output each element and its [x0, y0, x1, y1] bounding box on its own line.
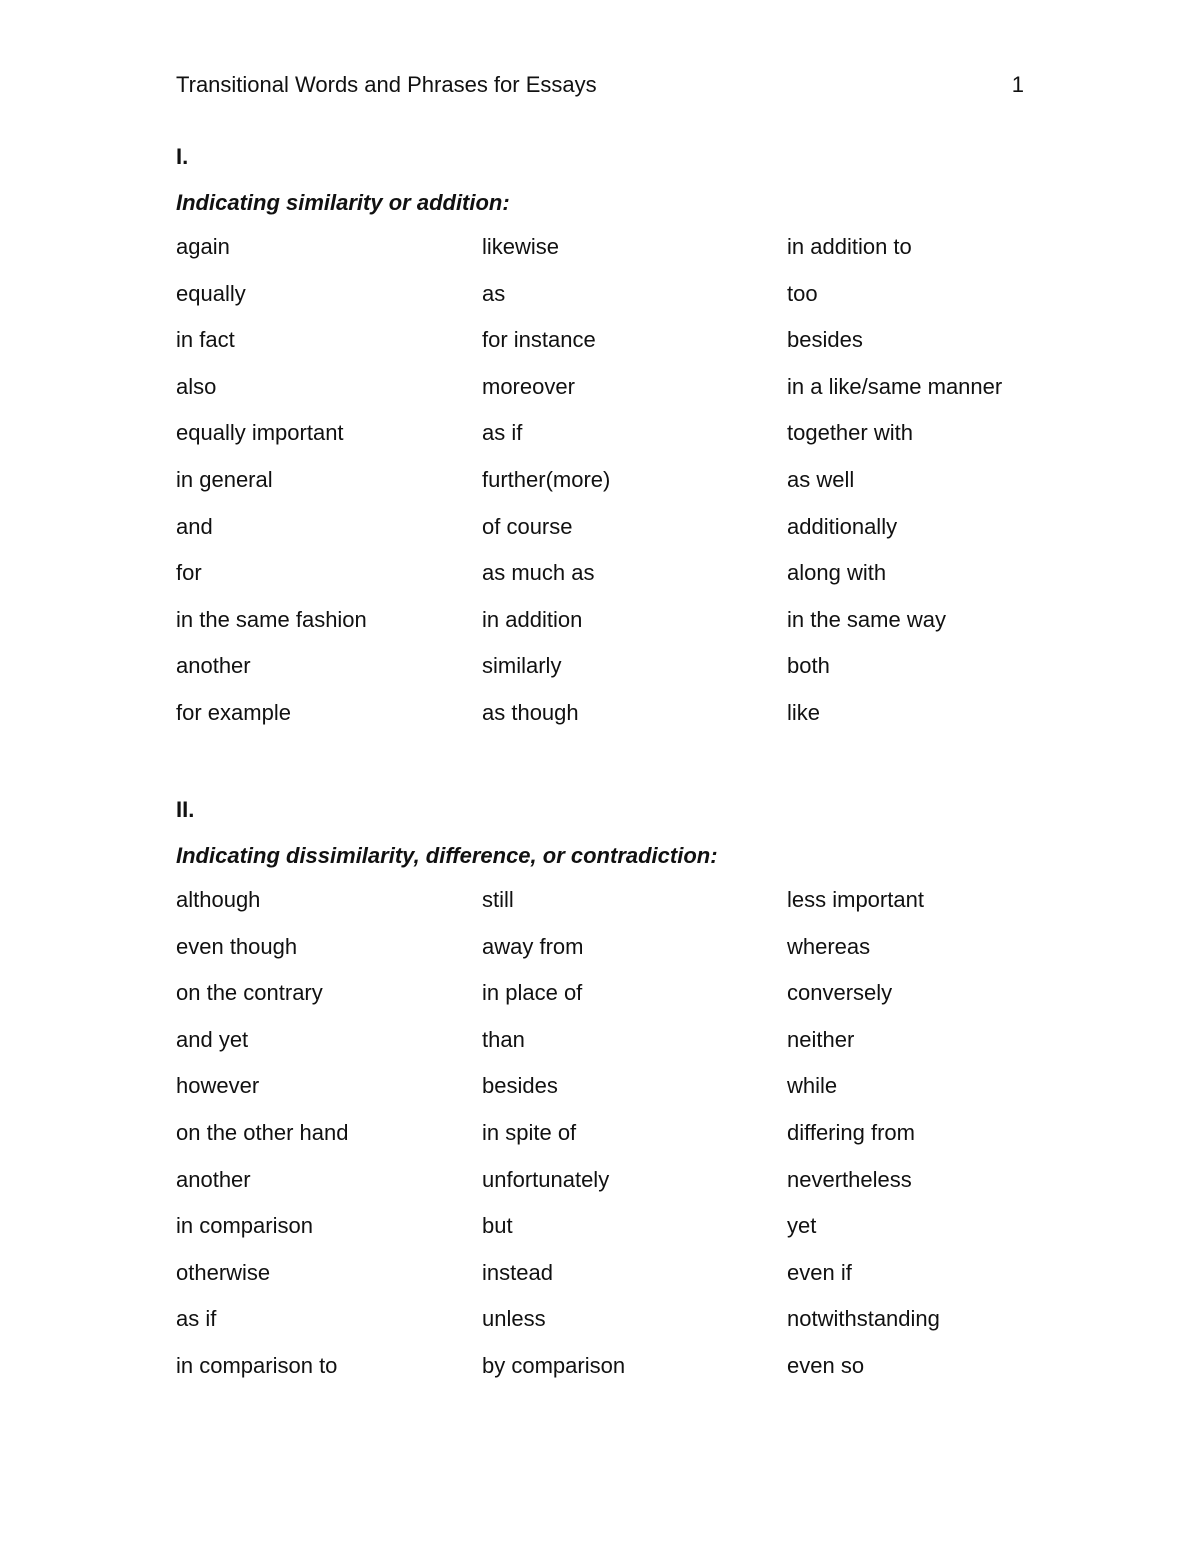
transition-word: also	[176, 373, 217, 399]
transition-word: in a like/same manner	[787, 373, 1003, 399]
transition-word: equally important	[176, 420, 344, 446]
transition-word: even though	[176, 933, 298, 959]
transition-word: like	[787, 699, 821, 725]
transition-word: than	[482, 1026, 525, 1052]
transition-word: another	[176, 1166, 251, 1192]
transition-word: besides	[482, 1073, 558, 1099]
transition-word: additionally	[787, 513, 898, 539]
document-title: Transitional Words and Phrases for Essays	[176, 72, 597, 97]
transition-word: in general	[176, 466, 273, 492]
section-numeral: II.	[176, 797, 195, 822]
transition-word: again	[176, 234, 230, 259]
transition-word: whereas	[787, 933, 871, 959]
transition-word: even if	[787, 1259, 852, 1285]
transition-word: unfortunately	[482, 1166, 610, 1192]
section-heading: Indicating similarity or addition:	[176, 190, 510, 215]
transition-word: notwithstanding	[787, 1306, 940, 1332]
transition-word: but	[482, 1213, 513, 1239]
transition-word: in the same way	[787, 606, 946, 632]
transition-word: likewise	[482, 234, 560, 259]
transition-word: equally	[176, 280, 246, 306]
transition-word: on the contrary	[176, 980, 323, 1006]
transition-word-grid	[176, 233, 1046, 746]
transition-word: for example	[176, 699, 291, 725]
transition-word: both	[787, 653, 830, 679]
transition-word: still	[482, 887, 514, 912]
transition-word: in comparison	[176, 1213, 313, 1239]
transition-word: less important	[787, 887, 924, 912]
transition-word: differing from	[787, 1119, 915, 1145]
transition-word-grid	[176, 886, 1046, 1399]
section-similarity-addition	[176, 140, 1046, 746]
section-dissimilarity-difference	[176, 793, 1046, 1399]
transition-word: too	[787, 280, 818, 306]
transition-word: in the same fashion	[176, 606, 367, 632]
transition-word: as though	[482, 699, 579, 725]
transition-word: for	[176, 560, 202, 586]
transition-word: in addition to	[787, 234, 912, 259]
transition-word: as well	[787, 466, 855, 492]
transition-word: in comparison to	[176, 1352, 338, 1378]
transition-word: nevertheless	[787, 1166, 912, 1192]
transition-word: otherwise	[176, 1259, 271, 1285]
transition-word: as much as	[482, 560, 595, 586]
running-header	[176, 70, 1024, 100]
transition-word: however	[176, 1073, 260, 1099]
transition-word: and yet	[176, 1026, 249, 1052]
transition-word: even so	[787, 1352, 865, 1378]
transition-word: as if	[176, 1306, 217, 1332]
transition-word: in spite of	[482, 1119, 577, 1145]
transition-word: neither	[787, 1026, 855, 1052]
transition-word: moreover	[482, 373, 575, 399]
section-numeral: I.	[176, 144, 189, 169]
transition-word: although	[176, 887, 261, 912]
transition-word: together with	[787, 420, 913, 446]
transition-word: as if	[482, 420, 523, 446]
transition-word: as	[482, 280, 506, 306]
transition-word: besides	[787, 327, 863, 353]
transition-word: another	[176, 653, 251, 679]
transition-word: by comparison	[482, 1352, 626, 1378]
transition-word: in fact	[176, 327, 235, 353]
transition-word: on the other hand	[176, 1119, 349, 1145]
transition-word: while	[787, 1073, 838, 1099]
transition-word: similarly	[482, 653, 562, 679]
transition-word: in addition	[482, 606, 583, 632]
transition-word: instead	[482, 1259, 553, 1285]
transition-word: of course	[482, 513, 573, 539]
section-heading: Indicating dissimilarity, difference, or contradiction:	[176, 843, 718, 868]
transition-word: further(more)	[482, 466, 611, 492]
transition-word: away from	[482, 933, 584, 959]
transition-word: for instance	[482, 327, 596, 353]
page-number: 1	[1011, 72, 1024, 97]
transition-word: yet	[787, 1213, 817, 1239]
transition-word: conversely	[787, 980, 893, 1006]
transition-word: in place of	[482, 980, 583, 1006]
transition-word: unless	[482, 1306, 546, 1332]
transition-word: along with	[787, 560, 887, 586]
transition-word: and	[176, 513, 213, 539]
